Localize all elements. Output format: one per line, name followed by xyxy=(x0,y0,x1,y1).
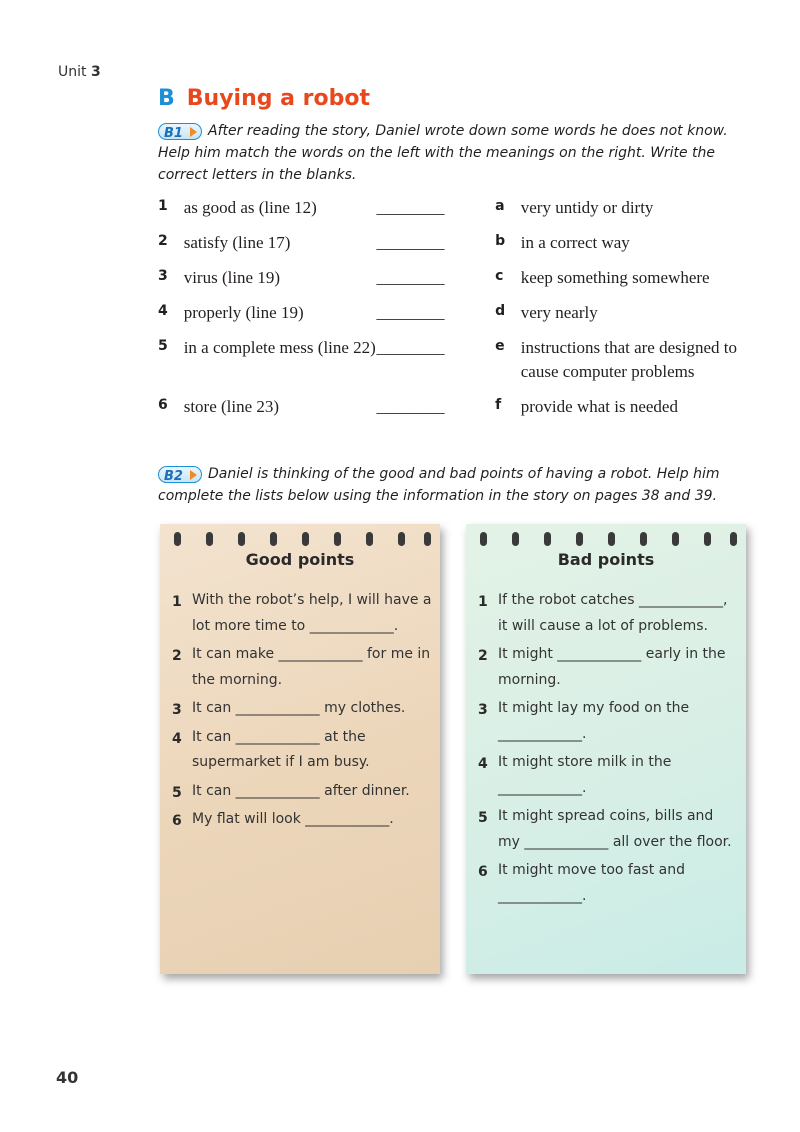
list-item: 2 It can make ____________ for me in the morning. xyxy=(172,646,431,688)
play-arrow-icon xyxy=(190,127,197,137)
list-item: 1 If the robot catches ____________, it will cause a lot of problems. xyxy=(478,592,728,634)
b1-instruction xyxy=(158,120,758,186)
b2-instruction xyxy=(158,463,758,507)
section-title: Buying a robot xyxy=(186,86,371,111)
list-item: 4 It can ____________ at the supermarket if I am busy. xyxy=(172,728,370,770)
match-meaning: very nearly xyxy=(520,303,598,322)
answer-blank[interactable]: ________ xyxy=(376,338,445,357)
match-meaning: very untidy or dirty xyxy=(520,198,654,217)
match-word: as good as (line 12) xyxy=(183,198,317,217)
section-heading xyxy=(158,86,370,111)
unit-number: 3 xyxy=(90,64,101,80)
list-item: 1 With the robot’s help, I will have a lot more time to ____________. xyxy=(172,592,432,634)
list-item: 6 My flat will look ____________. xyxy=(172,811,394,829)
unit-label xyxy=(58,64,101,80)
binder-holes xyxy=(160,532,440,546)
match-row: 1 as good as (line 12) ________ a very untidy or dirty xyxy=(158,196,758,220)
good-points-title: Good points xyxy=(245,550,355,569)
unit-text: Unit xyxy=(58,64,87,80)
match-word: virus (line 19) xyxy=(183,268,281,287)
match-meaning: provide what is needed xyxy=(520,397,678,416)
bad-points-note xyxy=(466,524,746,974)
match-word: in a complete mess (line 22) xyxy=(183,338,376,357)
answer-blank[interactable]: ________ xyxy=(376,268,445,287)
match-meaning: keep something somewhere xyxy=(520,268,710,287)
match-row: 6 store (line 23) ________ f provide what is needed xyxy=(158,395,758,419)
match-row: 3 virus (line 19) ________ c keep something somewhere xyxy=(158,266,758,290)
good-points-list xyxy=(172,594,432,842)
b1-badge: B1 xyxy=(158,123,202,140)
list-item: 3 It can ____________ my clothes. xyxy=(172,700,406,718)
match-word: store (line 23) xyxy=(183,397,280,416)
list-item: 4 It might store milk in the ____________. xyxy=(478,754,672,796)
b2-instruction-text: Daniel is thinking of the good and bad points of having a robot. Help him complete the lists below using the information in the story on pages 38 and 39. xyxy=(158,466,720,504)
binder-holes xyxy=(466,532,746,546)
match-row: 5 in a complete mess (line 22) ________ e instructions that are designed to cause computer problems xyxy=(158,336,758,384)
list-item: 5 It might spread coins, bills and my ____________ all over the floor. xyxy=(478,808,732,850)
list-item: 5 It can ____________ after dinner. xyxy=(172,782,410,801)
good-points-note xyxy=(160,524,440,974)
match-word: satisfy (line 17) xyxy=(183,233,291,252)
match-meaning: instructions that are designed to cause computer problems xyxy=(520,338,737,381)
list-item: 3 It might lay my food on the ____________. xyxy=(478,700,690,742)
b1-instruction-text: After reading the story, Daniel wrote down some words he does not know. Help him match the words on the left with the meanings on the right. Write the correct letters in the blanks. xyxy=(158,123,728,183)
match-row: 2 satisfy (line 17) ________ b in a correct way xyxy=(158,231,758,255)
match-row: 4 properly (line 19) ________ d very nearly xyxy=(158,301,758,325)
match-meaning: in a correct way xyxy=(520,233,630,252)
b2-badge: B2 xyxy=(158,466,202,483)
answer-blank[interactable]: ________ xyxy=(376,397,445,416)
page-number: 40 xyxy=(56,1068,79,1087)
section-letter: B xyxy=(158,86,175,111)
match-word: properly (line 19) xyxy=(183,303,304,322)
answer-blank[interactable]: ________ xyxy=(376,233,445,252)
play-arrow-icon xyxy=(190,470,197,480)
matching-table xyxy=(158,196,758,430)
list-item: 6 It might move too fast and ____________. xyxy=(478,862,685,904)
bad-points-title: Bad points xyxy=(557,550,655,569)
bad-points-list xyxy=(478,594,738,918)
list-item: 2 It might ____________ early in the morning. xyxy=(478,646,726,688)
answer-blank[interactable]: ________ xyxy=(376,198,445,217)
answer-blank[interactable]: ________ xyxy=(376,303,445,322)
